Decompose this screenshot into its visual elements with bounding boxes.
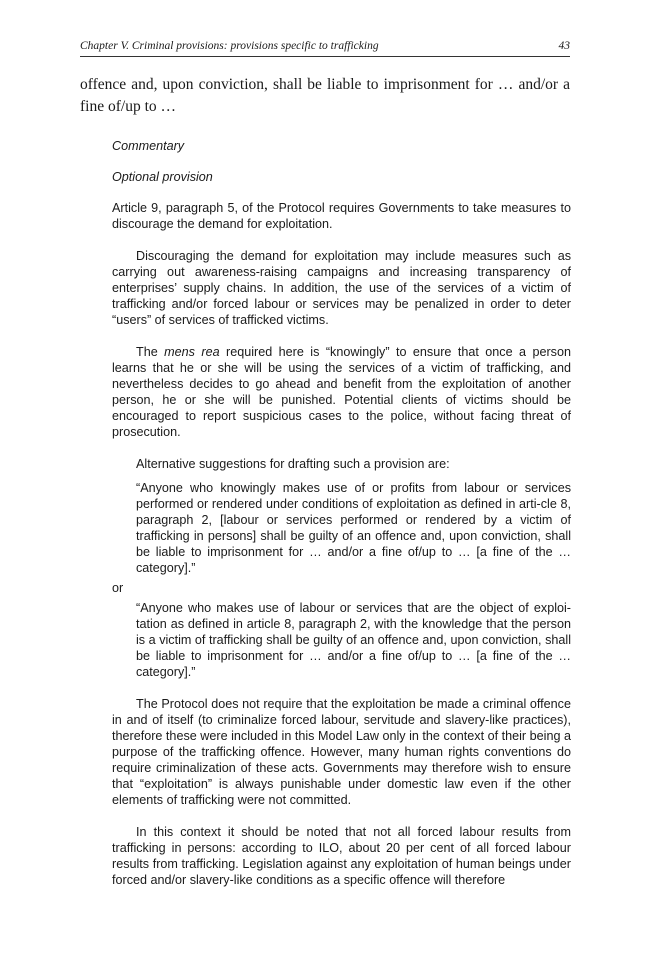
- draft-quote-2: “Anyone who makes use of labour or services that are the object of exploi-tation as defined in article 8, paragraph 2, with the knowledge that the person is a victim of trafficking shall be guilty of an offence and, upon conviction, shall be liable to imprisonment for … and/or a fine of/up to … [a fine of the … category].”: [136, 601, 571, 679]
- commentary-section: [112, 138, 571, 888]
- running-header: [80, 38, 570, 57]
- lead-paragraph: offence and, upon conviction, shall be liable to imprisonment for … and/or a fine of/up to …: [80, 76, 570, 115]
- paragraph-protocol: The Protocol does not require that the exploitation be made a criminal offence in and of itself (to criminalize forced labour, servitude and slavery-like practices), therefore these were included in this Model Law only in the context of their being a purpose of the trafficking offence. However, many human rights conventions do require criminalization of these acts. Governments may therefore wish to ensure that “exploitation” is always punishable under domestic law even if the other elements of trafficking were not committed.: [112, 697, 571, 807]
- paragraph-ilo: In this context it should be noted that not all forced labour results from trafficking in persons: according to ILO, about 20 per cent of all forced labour results from trafficking. Legislation against any exploitation of human beings under forced and/or slavery-like conditions as a specific offence will therefore: [112, 825, 571, 887]
- mens-rea-pre: The: [136, 345, 165, 359]
- mens-rea-post: required here is “knowingly” to ensure that once a person learns that he or she will be using the services of a victim of trafficking, and nevertheless decides to go ahead and benefit from the exploitation of another person, he or she will be punished. Potential clients of victims should be encouraged to report suspicious cases to the police, without facing threat of prosecution.: [112, 345, 571, 439]
- or-separator: or: [112, 581, 124, 595]
- page-number: 43: [558, 40, 570, 52]
- paragraph-demand: Discouraging the demand for exploitation may include measures such as carrying out awareness-raising campaigns and increasing transparency of enterprises’ supply chains. In addition, the use of the services of a victim of trafficking and/or forced labour or services may be penalized in order to deter “users” of services of trafficked victims.: [112, 249, 571, 327]
- optional-provision-heading: Optional provision: [112, 170, 213, 184]
- draft-quote-1: “Anyone who knowingly makes use of or profits from labour or services performed or rendered under conditions of exploitation as defined in arti-cle 8, paragraph 2, [labour or services performed or rendered by a victim of trafficking in persons] shall be guilty of an offence and, upon conviction, shall be liable to imprisonment for … and/or a fine of/up to … [a fine of the … category].”: [136, 481, 571, 575]
- alternative-intro: Alternative suggestions for drafting such a provision are:: [136, 457, 450, 471]
- paragraph-mens-rea: [112, 344, 571, 440]
- running-title: Chapter V. Criminal provisions: provisions specific to trafficking: [80, 40, 379, 52]
- mens-rea-term: mens rea: [164, 345, 220, 359]
- paragraph-article-9: Article 9, paragraph 5, of the Protocol requires Governments to take measures to discourage the demand for exploitation.: [112, 201, 571, 231]
- commentary-heading: Commentary: [112, 139, 185, 153]
